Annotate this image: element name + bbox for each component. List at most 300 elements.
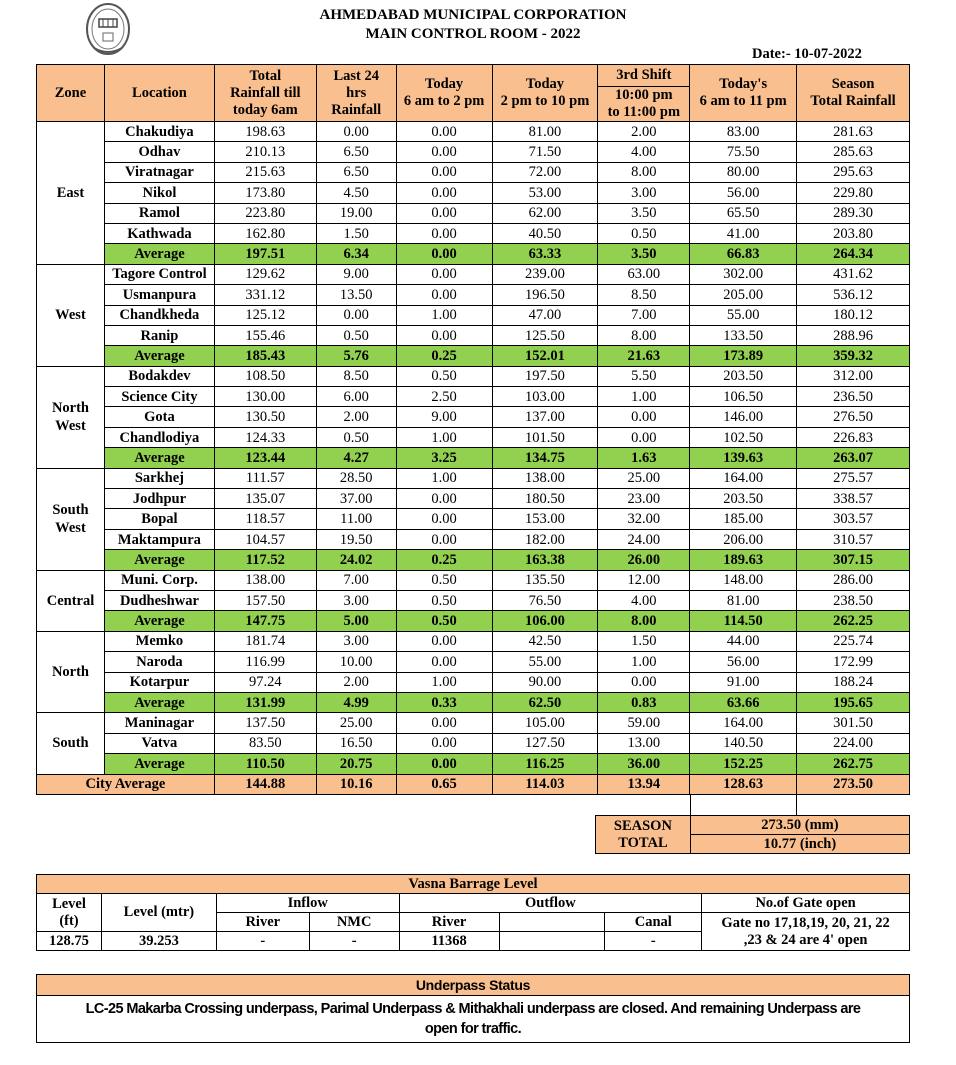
- season-total-inch: 10.77 (inch): [690, 835, 909, 854]
- cell-total-till-6am: 125.12: [214, 305, 316, 325]
- cell-season-total: 226.83: [797, 427, 910, 447]
- cell-total-till-6am: 130.00: [214, 387, 316, 407]
- cell-location: Jodhpur: [104, 489, 214, 509]
- header-line: Rainfall till: [230, 84, 301, 101]
- cell-total-till-6am: 97.24: [214, 672, 316, 692]
- cell-season-total: 303.57: [797, 509, 910, 529]
- cell-todays-6am-11pm: 55.00: [690, 305, 797, 325]
- cell-location: Kotarpur: [104, 672, 214, 692]
- table-row: [37, 285, 910, 305]
- cell-last-24-hrs: 9.00: [316, 264, 396, 284]
- vasna-title: Vasna Barrage Level: [37, 875, 910, 894]
- cell-location: Average: [104, 550, 214, 570]
- cell-total-till-6am: 155.46: [214, 325, 316, 345]
- header-line: Today: [525, 76, 565, 92]
- zone-name-line: West: [55, 307, 86, 324]
- zone-name-line: West: [55, 418, 86, 435]
- gates-value: [702, 913, 910, 951]
- cell-season-total: 312.00: [797, 366, 910, 386]
- cell-location: Nikol: [104, 183, 214, 203]
- cell-today-6am-2pm: 0.00: [396, 223, 492, 243]
- cell-todays-6am-11pm: 302.00: [690, 264, 797, 284]
- cell-today-2pm-10pm: 103.00: [492, 387, 598, 407]
- cell-today-2pm-10pm: 153.00: [492, 509, 598, 529]
- zone-average-row: [37, 346, 910, 366]
- cell-last-24-hrs: 0.00: [316, 122, 396, 142]
- cell-today-6am-2pm: 0.00: [396, 754, 492, 774]
- cell-todays-6am-11pm: 152.25: [690, 754, 797, 774]
- header-line: 6 am to 2 pm: [403, 93, 485, 109]
- zone-name: [37, 713, 105, 774]
- zone-name: [37, 264, 105, 366]
- table-row: [37, 264, 910, 284]
- header-line: 10:00 pm: [615, 87, 673, 103]
- cell-today-2pm-10pm: 152.01: [492, 346, 598, 366]
- cell-location: Usmanpura: [104, 285, 214, 305]
- cell-last-24-hrs: 7.00: [316, 570, 396, 590]
- gates-header: No.of Gate open: [702, 894, 910, 913]
- cell-season-total: 307.15: [797, 550, 910, 570]
- cell-today-2pm-10pm: 138.00: [492, 468, 598, 488]
- cell-3rd-shift: 8.50: [598, 285, 690, 305]
- cell-today-6am-2pm: 0.00: [396, 122, 492, 142]
- cell-todays-6am-11pm: 203.50: [690, 489, 797, 509]
- underpass-status-text: [37, 996, 910, 1043]
- cell-location: Viratnagar: [104, 162, 214, 182]
- cell-season-total: 238.50: [797, 590, 910, 610]
- cell-today-2pm-10pm: 40.50: [492, 223, 598, 243]
- divider: [690, 795, 691, 815]
- cell-total-till-6am: 130.50: [214, 407, 316, 427]
- cell-3rd-shift: 23.00: [598, 489, 690, 509]
- cell-today-6am-2pm: 0.33: [396, 692, 492, 712]
- cell-today-6am-2pm: 0.00: [396, 162, 492, 182]
- zone-name: [37, 631, 105, 713]
- cell-total-till-6am: 116.99: [214, 652, 316, 672]
- cell-total-till-6am: 198.63: [214, 122, 316, 142]
- cell-3rd-shift: 32.00: [598, 509, 690, 529]
- cell-todays-6am-11pm: 56.00: [690, 652, 797, 672]
- city-average-row: [37, 774, 910, 794]
- cell-location: Average: [104, 692, 214, 712]
- report-date: Date:- 10-07-2022: [752, 46, 862, 62]
- cell-3rd-shift: 1.00: [598, 652, 690, 672]
- cell-3rd-shift: 3.00: [598, 183, 690, 203]
- cell-location: Kathwada: [104, 223, 214, 243]
- season-total-label: [596, 816, 691, 854]
- cell-3rd-shift: 12.00: [598, 570, 690, 590]
- cell-season-total: 295.63: [797, 162, 910, 182]
- cell-last-24-hrs: 20.75: [316, 754, 396, 774]
- table-row: [37, 223, 910, 243]
- cell-location: Average: [104, 754, 214, 774]
- cell-todays-6am-11pm: 102.50: [690, 427, 797, 447]
- cell-3rd-shift: 2.00: [598, 122, 690, 142]
- cell-total-till-6am: 185.43: [214, 346, 316, 366]
- cell-season-total: 285.63: [797, 142, 910, 162]
- cell-location: Ranip: [104, 325, 214, 345]
- cell-today-6am-2pm: 0.00: [396, 203, 492, 223]
- header-line: 6 am to 11 pm: [699, 93, 787, 109]
- cell-last-24-hrs: 1.50: [316, 223, 396, 243]
- zone-name: [37, 122, 105, 265]
- cell-total-till-6am: 144.88: [214, 774, 316, 794]
- cell-3rd-shift: 13.00: [598, 733, 690, 753]
- cell-3rd-shift: 25.00: [598, 468, 690, 488]
- cell-todays-6am-11pm: 133.50: [690, 325, 797, 345]
- cell-3rd-shift: 7.00: [598, 305, 690, 325]
- cell-today-6am-2pm: 0.00: [396, 244, 492, 264]
- zone-name-line: North: [51, 664, 89, 681]
- level-ft-value: 128.75: [37, 932, 102, 951]
- cell-season-total: 301.50: [797, 713, 910, 733]
- cell-last-24-hrs: 5.00: [316, 611, 396, 631]
- cell-last-24-hrs: 5.76: [316, 346, 396, 366]
- cell-total-till-6am: 173.80: [214, 183, 316, 203]
- org-name: AHMEDABAD MUNICIPAL CORPORATION: [319, 7, 627, 23]
- cell-today-2pm-10pm: 197.50: [492, 366, 598, 386]
- cell-3rd-shift: 1.63: [598, 448, 690, 468]
- cell-total-till-6am: 108.50: [214, 366, 316, 386]
- cell-today-6am-2pm: 0.50: [396, 570, 492, 590]
- cell-todays-6am-11pm: 91.00: [690, 672, 797, 692]
- cell-last-24-hrs: 24.02: [316, 550, 396, 570]
- cell-total-till-6am: 123.44: [214, 448, 316, 468]
- cell-location: Maktampura: [104, 529, 214, 549]
- cell-total-till-6am: 331.12: [214, 285, 316, 305]
- cell-3rd-shift: 4.00: [598, 142, 690, 162]
- cell-last-24-hrs: 6.34: [316, 244, 396, 264]
- control-room-name: MAIN CONTROL ROOM - 2022: [365, 26, 581, 42]
- cell-todays-6am-11pm: 44.00: [690, 631, 797, 651]
- cell-total-till-6am: 129.62: [214, 264, 316, 284]
- vasna-barrage-table: [36, 874, 910, 951]
- cell-total-till-6am: 157.50: [214, 590, 316, 610]
- cell-todays-6am-11pm: 164.00: [690, 468, 797, 488]
- cell-today-2pm-10pm: 137.00: [492, 407, 598, 427]
- outflow-canal-value: -: [605, 932, 702, 951]
- table-row: [37, 631, 910, 651]
- cell-last-24-hrs: 25.00: [316, 713, 396, 733]
- cell-todays-6am-11pm: 56.00: [690, 183, 797, 203]
- cell-location: Dudheshwar: [104, 590, 214, 610]
- cell-today-6am-2pm: 0.65: [396, 774, 492, 794]
- cell-today-2pm-10pm: 114.03: [492, 774, 598, 794]
- cell-today-6am-2pm: 0.00: [396, 142, 492, 162]
- cell-today-6am-2pm: 0.00: [396, 652, 492, 672]
- cell-location: Gota: [104, 407, 214, 427]
- table-row: [37, 468, 910, 488]
- cell-3rd-shift: 1.50: [598, 631, 690, 651]
- cell-today-2pm-10pm: 125.50: [492, 325, 598, 345]
- cell-today-2pm-10pm: 134.75: [492, 448, 598, 468]
- cell-3rd-shift: 8.00: [598, 611, 690, 631]
- cell-season-total: 195.65: [797, 692, 910, 712]
- amc-emblem-icon: [84, 2, 132, 58]
- cell-total-till-6am: 162.80: [214, 223, 316, 243]
- col-location: Location: [104, 65, 214, 122]
- cell-location: Chakudiya: [104, 122, 214, 142]
- header-line: Total Rainfall: [810, 93, 896, 109]
- cell-season-total: 203.80: [797, 223, 910, 243]
- cell-last-24-hrs: 2.00: [316, 407, 396, 427]
- cell-todays-6am-11pm: 128.63: [690, 774, 797, 794]
- cell-todays-6am-11pm: 146.00: [690, 407, 797, 427]
- zone-name-line: West: [55, 520, 86, 537]
- cell-last-24-hrs: 6.00: [316, 387, 396, 407]
- cell-3rd-shift: 3.50: [598, 244, 690, 264]
- cell-today-2pm-10pm: 196.50: [492, 285, 598, 305]
- cell-last-24-hrs: 19.00: [316, 203, 396, 223]
- cell-last-24-hrs: 16.50: [316, 733, 396, 753]
- cell-today-2pm-10pm: 47.00: [492, 305, 598, 325]
- cell-last-24-hrs: 3.00: [316, 590, 396, 610]
- cell-todays-6am-11pm: 106.50: [690, 387, 797, 407]
- cell-todays-6am-11pm: 75.50: [690, 142, 797, 162]
- label-line: TOTAL: [618, 834, 668, 851]
- cell-today-6am-2pm: 0.50: [396, 611, 492, 631]
- cell-season-total: 188.24: [797, 672, 910, 692]
- cell-today-6am-2pm: 1.00: [396, 672, 492, 692]
- cell-last-24-hrs: 2.00: [316, 672, 396, 692]
- cell-last-24-hrs: 6.50: [316, 162, 396, 182]
- cell-last-24-hrs: 37.00: [316, 489, 396, 509]
- season-total-table: [595, 815, 910, 854]
- cell-todays-6am-11pm: 148.00: [690, 570, 797, 590]
- table-row: [37, 142, 910, 162]
- page-title: [250, 6, 696, 44]
- cell-3rd-shift: 1.00: [598, 387, 690, 407]
- zone-name-line: South: [52, 502, 89, 519]
- cell-location: Average: [104, 611, 214, 631]
- cell-3rd-shift: 21.63: [598, 346, 690, 366]
- cell-location: Chandkheda: [104, 305, 214, 325]
- col-total-till-6am: [214, 65, 316, 122]
- cell-location: Bodakdev: [104, 366, 214, 386]
- cell-3rd-shift: 0.00: [598, 427, 690, 447]
- cell-today-6am-2pm: 1.00: [396, 468, 492, 488]
- rainfall-body: [37, 122, 910, 795]
- inflow-header: Inflow: [216, 894, 399, 913]
- cell-todays-6am-11pm: 63.66: [690, 692, 797, 712]
- cell-location: Naroda: [104, 652, 214, 672]
- cell-today-6am-2pm: 0.50: [396, 590, 492, 610]
- cell-season-total: 262.75: [797, 754, 910, 774]
- divider: [796, 795, 797, 815]
- level-mtr-value: 39.253: [101, 932, 216, 951]
- cell-total-till-6am: 223.80: [214, 203, 316, 223]
- cell-location: Tagore Control: [104, 264, 214, 284]
- col-last-24-hrs: [316, 65, 396, 122]
- level-mtr-header: Level (mtr): [101, 894, 216, 932]
- cell-last-24-hrs: 19.50: [316, 529, 396, 549]
- cell-season-total: 224.00: [797, 733, 910, 753]
- table-row: [37, 305, 910, 325]
- col-zone: Zone: [37, 65, 105, 122]
- cell-todays-6am-11pm: 83.00: [690, 122, 797, 142]
- cell-todays-6am-11pm: 65.50: [690, 203, 797, 223]
- city-average-label: City Average: [37, 774, 215, 794]
- rainfall-table: [36, 64, 910, 795]
- table-row: [37, 509, 910, 529]
- header-line: Rainfall: [331, 101, 382, 118]
- status-line: LC-25 Makarba Crossing underpass, Parimal Underpass & Mithakhali underpass are closed. And remaining Underpass are: [85, 1001, 861, 1017]
- cell-3rd-shift: 26.00: [598, 550, 690, 570]
- cell-3rd-shift: 36.00: [598, 754, 690, 774]
- cell-today-6am-2pm: 0.00: [396, 285, 492, 305]
- cell-3rd-shift: 3.50: [598, 203, 690, 223]
- cell-today-6am-2pm: 0.00: [396, 631, 492, 651]
- cell-today-2pm-10pm: 76.50: [492, 590, 598, 610]
- header-line: 2 pm to 10 pm: [500, 93, 590, 109]
- col-todays-6am-11pm: [690, 65, 797, 122]
- table-row: [37, 325, 910, 345]
- cell-season-total: 431.62: [797, 264, 910, 284]
- cell-todays-6am-11pm: 164.00: [690, 713, 797, 733]
- cell-today-6am-2pm: 3.25: [396, 448, 492, 468]
- cell-season-total: 172.99: [797, 652, 910, 672]
- inflow-nmc-header: NMC: [309, 913, 399, 932]
- cell-today-6am-2pm: 0.00: [396, 713, 492, 733]
- cell-3rd-shift: 24.00: [598, 529, 690, 549]
- cell-3rd-shift: 0.00: [598, 672, 690, 692]
- table-row: [37, 652, 910, 672]
- cell-today-2pm-10pm: 62.50: [492, 692, 598, 712]
- cell-location: Ramol: [104, 203, 214, 223]
- cell-today-6am-2pm: 0.25: [396, 346, 492, 366]
- cell-season-total: 289.30: [797, 203, 910, 223]
- cell-season-total: 275.57: [797, 468, 910, 488]
- cell-last-24-hrs: 0.50: [316, 427, 396, 447]
- zone-name-line: East: [56, 184, 85, 201]
- cell-todays-6am-11pm: 41.00: [690, 223, 797, 243]
- outflow-river-header: River: [399, 913, 499, 932]
- cell-today-6am-2pm: 2.50: [396, 387, 492, 407]
- cell-today-6am-2pm: 1.00: [396, 427, 492, 447]
- cell-today-6am-2pm: 0.25: [396, 550, 492, 570]
- cell-location: Average: [104, 448, 214, 468]
- zone-average-row: [37, 692, 910, 712]
- cell-total-till-6am: 197.51: [214, 244, 316, 264]
- zone-name: [37, 468, 105, 570]
- cell-todays-6am-11pm: 185.00: [690, 509, 797, 529]
- cell-season-total: 225.74: [797, 631, 910, 651]
- cell-todays-6am-11pm: 80.00: [690, 162, 797, 182]
- zone-name: [37, 570, 105, 631]
- cell-location: Sarkhej: [104, 468, 214, 488]
- cell-today-2pm-10pm: 105.00: [492, 713, 598, 733]
- cell-location: Chandlodiya: [104, 427, 214, 447]
- cell-today-2pm-10pm: 53.00: [492, 183, 598, 203]
- table-row: [37, 733, 910, 753]
- cell-season-total: 229.80: [797, 183, 910, 203]
- cell-total-till-6am: 147.75: [214, 611, 316, 631]
- cell-3rd-shift: 8.00: [598, 162, 690, 182]
- outflow-river-value: 11368: [399, 932, 499, 951]
- cell-location: Average: [104, 244, 214, 264]
- cell-season-total: 281.63: [797, 122, 910, 142]
- table-row: [37, 529, 910, 549]
- outflow-header: Outflow: [399, 894, 702, 913]
- cell-today-2pm-10pm: 163.38: [492, 550, 598, 570]
- cell-total-till-6am: 124.33: [214, 427, 316, 447]
- cell-today-2pm-10pm: 42.50: [492, 631, 598, 651]
- table-row: [37, 590, 910, 610]
- cell-last-24-hrs: 11.00: [316, 509, 396, 529]
- header-line: Today's: [719, 76, 768, 92]
- cell-todays-6am-11pm: 139.63: [690, 448, 797, 468]
- header-line: Last 24: [333, 67, 379, 84]
- cell-today-2pm-10pm: 62.00: [492, 203, 598, 223]
- label-line: SEASON: [613, 817, 672, 834]
- season-total-mm: 273.50 (mm): [690, 816, 909, 835]
- cell-today-2pm-10pm: 81.00: [492, 122, 598, 142]
- table-row: [37, 183, 910, 203]
- cell-today-6am-2pm: 9.00: [396, 407, 492, 427]
- cell-location: Bopal: [104, 509, 214, 529]
- cell-3rd-shift: 0.00: [598, 407, 690, 427]
- header-line: (ft): [59, 912, 79, 929]
- cell-total-till-6am: 181.74: [214, 631, 316, 651]
- cell-total-till-6am: 111.57: [214, 468, 316, 488]
- cell-last-24-hrs: 13.50: [316, 285, 396, 305]
- cell-last-24-hrs: 4.27: [316, 448, 396, 468]
- cell-last-24-hrs: 0.50: [316, 325, 396, 345]
- cell-todays-6am-11pm: 205.00: [690, 285, 797, 305]
- cell-today-2pm-10pm: 71.50: [492, 142, 598, 162]
- header-line: Season: [831, 76, 875, 92]
- header-line: Level: [52, 895, 86, 912]
- cell-todays-6am-11pm: 173.89: [690, 346, 797, 366]
- header-line: hrs: [346, 84, 367, 101]
- table-row: [37, 366, 910, 386]
- col-today-2pm-10pm: [492, 65, 598, 122]
- underpass-title: Underpass Status: [37, 975, 910, 996]
- cell-3rd-shift: 0.50: [598, 223, 690, 243]
- table-row: [37, 203, 910, 223]
- underpass-status-table: [36, 974, 910, 1043]
- cell-today-2pm-10pm: 127.50: [492, 733, 598, 753]
- zone-name: [37, 366, 105, 468]
- cell-today-6am-2pm: 0.00: [396, 489, 492, 509]
- zone-name-line: North: [51, 400, 89, 417]
- cell-location: Maninagar: [104, 713, 214, 733]
- cell-3rd-shift: 4.00: [598, 590, 690, 610]
- cell-season-total: 276.50: [797, 407, 910, 427]
- table-row: [37, 122, 910, 142]
- col-3rd-shift-time: [598, 87, 690, 122]
- cell-today-2pm-10pm: 90.00: [492, 672, 598, 692]
- cell-today-2pm-10pm: 63.33: [492, 244, 598, 264]
- cell-location: Science City: [104, 387, 214, 407]
- zone-average-row: [37, 448, 910, 468]
- cell-total-till-6am: 118.57: [214, 509, 316, 529]
- cell-last-24-hrs: 4.50: [316, 183, 396, 203]
- cell-3rd-shift: 8.00: [598, 325, 690, 345]
- zone-average-row: [37, 550, 910, 570]
- cell-3rd-shift: 63.00: [598, 264, 690, 284]
- cell-last-24-hrs: 4.99: [316, 692, 396, 712]
- gates-line: Gate no 17,18,19, 20, 21, 22: [721, 914, 890, 931]
- cell-last-24-hrs: 10.16: [316, 774, 396, 794]
- cell-todays-6am-11pm: 206.00: [690, 529, 797, 549]
- cell-today-2pm-10pm: 116.25: [492, 754, 598, 774]
- table-row: [37, 387, 910, 407]
- cell-todays-6am-11pm: 189.63: [690, 550, 797, 570]
- cell-last-24-hrs: 8.50: [316, 366, 396, 386]
- outflow-blank-value: [499, 932, 605, 951]
- table-row: [37, 489, 910, 509]
